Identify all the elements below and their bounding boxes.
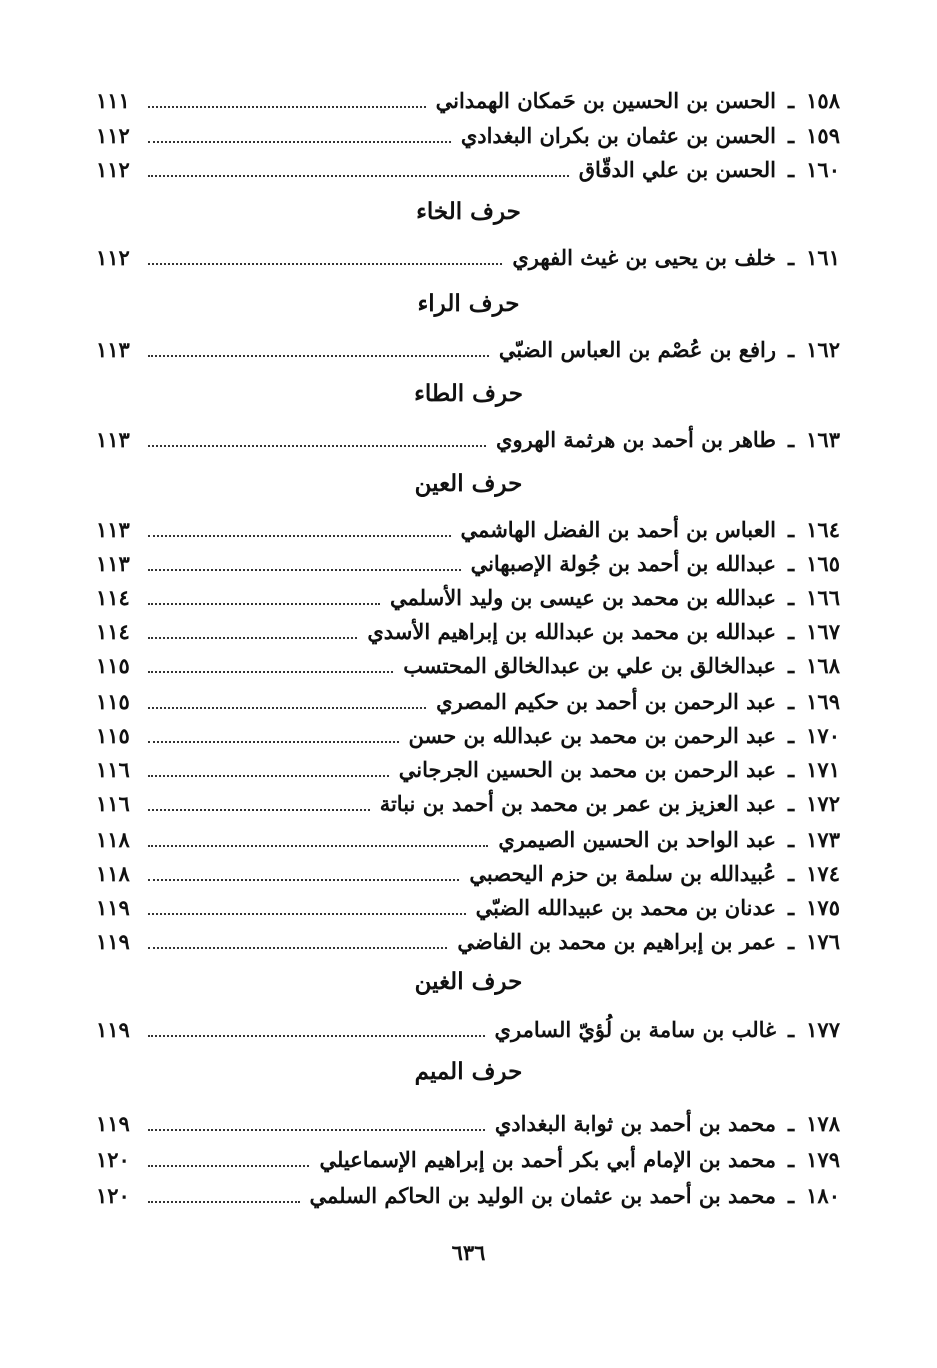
entry-dash: ـ bbox=[788, 516, 795, 542]
entry-number: ١٧٥ bbox=[806, 894, 840, 920]
dot-leader bbox=[148, 879, 459, 881]
dot-leader bbox=[148, 1165, 309, 1167]
entry-number: ١٦٧ bbox=[806, 618, 840, 644]
entry-name: عبدالله بن محمد بن عبدالله بن إبراهيم الأسدي bbox=[367, 618, 776, 644]
index-entry bbox=[96, 1142, 840, 1176]
entry-name: عبدالله بن محمد بن عيسى بن وليد الأسلمي bbox=[390, 584, 776, 610]
entry-name: عبد العزيز بن عمر بن محمد بن أحمد بن نباتة bbox=[379, 790, 776, 816]
entry-name: الحسن بن الحسين بن حَمكان الهمداني bbox=[435, 87, 776, 113]
dot-leader bbox=[148, 913, 466, 915]
entry-dash: ـ bbox=[788, 122, 795, 148]
dot-leader bbox=[148, 263, 502, 265]
entry-number: ١٦٩ bbox=[806, 688, 840, 714]
index-entry bbox=[96, 924, 840, 958]
dot-leader bbox=[148, 707, 426, 709]
entry-name: محمد بن الإمام أبي بكر أحمد بن إبراهيم الإسماعيلي bbox=[319, 1146, 776, 1172]
index-entry bbox=[96, 512, 840, 546]
entry-page: ١١٣ bbox=[96, 516, 130, 542]
entry-name: رافع بن عُصْم بن العباس الضبّي bbox=[498, 336, 776, 362]
entry-page: ١١٩ bbox=[96, 894, 130, 920]
entry-dash: ـ bbox=[788, 1016, 795, 1042]
entry-number: ١٦٣ bbox=[806, 426, 840, 452]
index-entry bbox=[96, 614, 840, 648]
entry-number: ١٦٦ bbox=[806, 584, 840, 610]
entry-number: ١٥٩ bbox=[806, 122, 840, 148]
entry-number: ١٦٥ bbox=[806, 550, 840, 576]
entry-dash: ـ bbox=[788, 688, 795, 714]
entry-dash: ـ bbox=[788, 722, 795, 748]
entry-page: ١١٢ bbox=[96, 244, 130, 270]
entry-dash: ـ bbox=[788, 652, 795, 678]
entry-dash: ـ bbox=[788, 1146, 795, 1172]
entry-page: ١١٩ bbox=[96, 1016, 130, 1042]
entry-number: ١٧٣ bbox=[806, 826, 840, 852]
entry-page: ١١٣ bbox=[96, 336, 130, 362]
index-entry bbox=[96, 118, 840, 152]
entry-name: عبد الواحد بن الحسين الصيمري bbox=[498, 826, 776, 852]
dot-leader bbox=[148, 947, 447, 949]
entry-dash: ـ bbox=[788, 826, 795, 852]
entry-name: عبدالخالق بن علي بن عبدالخالق المحتسب bbox=[403, 652, 776, 678]
index-entry bbox=[96, 422, 840, 456]
dot-leader bbox=[148, 671, 393, 673]
index-entry bbox=[96, 152, 840, 186]
entry-number: ١٨٠ bbox=[806, 1182, 840, 1208]
dot-leader bbox=[148, 141, 451, 143]
entry-page: ١١٤ bbox=[96, 584, 130, 610]
dot-leader bbox=[148, 106, 426, 108]
entry-number: ١٦٢ bbox=[806, 336, 840, 362]
section-heading: حرف الميم bbox=[414, 1058, 523, 1085]
entry-dash: ـ bbox=[788, 1182, 795, 1208]
entry-dash: ـ bbox=[788, 244, 795, 270]
entry-dash: ـ bbox=[788, 618, 795, 644]
dot-leader bbox=[148, 569, 461, 571]
index-entry bbox=[96, 856, 840, 890]
index-entry bbox=[96, 1178, 840, 1212]
index-entry bbox=[96, 1106, 840, 1140]
dot-leader bbox=[148, 775, 389, 777]
dot-leader bbox=[148, 355, 489, 357]
entry-page: ١١٤ bbox=[96, 618, 130, 644]
entry-name: محمد بن أحمد بن عثمان بن الوليد بن الحاكم السلمي bbox=[309, 1182, 776, 1208]
dot-leader bbox=[148, 603, 380, 605]
entry-page: ١١٨ bbox=[96, 860, 130, 886]
index-entry bbox=[96, 718, 840, 752]
entry-number: ١٧٧ bbox=[806, 1016, 840, 1042]
index-entry bbox=[96, 240, 840, 274]
entry-page: ١١٥ bbox=[96, 722, 130, 748]
entry-number: ١٧٠ bbox=[806, 722, 840, 748]
dot-leader bbox=[148, 175, 569, 177]
entry-number: ١٥٨ bbox=[806, 87, 840, 113]
entry-page: ١١٢ bbox=[96, 122, 130, 148]
index-entry bbox=[96, 83, 840, 117]
entry-number: ١٦٠ bbox=[806, 156, 840, 182]
entry-name: عبد الرحمن بن محمد بن الحسين الجرجاني bbox=[398, 756, 776, 782]
entry-page: ١١٥ bbox=[96, 652, 130, 678]
entry-dash: ـ bbox=[788, 550, 795, 576]
entry-number: ١٦١ bbox=[806, 244, 840, 270]
entry-name: عُبيدالله بن سلمة بن حزم اليحصبي bbox=[469, 860, 776, 886]
entry-page: ١١٩ bbox=[96, 1110, 130, 1136]
dot-leader bbox=[148, 845, 488, 847]
entry-name: العباس بن أحمد بن الفضل الهاشمي bbox=[460, 516, 776, 542]
entry-name: عبد الرحمن بن أحمد بن حكيم المصري bbox=[436, 688, 776, 714]
entry-page: ١١٣ bbox=[96, 550, 130, 576]
entry-page: ١١٩ bbox=[96, 928, 130, 954]
index-entry bbox=[96, 752, 840, 786]
entry-name: طاهر بن أحمد بن هرثمة الهروي bbox=[496, 426, 776, 452]
index-entry bbox=[96, 546, 840, 580]
index-entry bbox=[96, 786, 840, 820]
index-entry bbox=[96, 332, 840, 366]
entry-dash: ـ bbox=[788, 336, 795, 362]
index-entry bbox=[96, 822, 840, 856]
index-entry bbox=[96, 648, 840, 682]
dot-leader bbox=[148, 741, 399, 743]
entry-dash: ـ bbox=[788, 860, 795, 886]
dot-leader bbox=[148, 1201, 300, 1203]
entry-dash: ـ bbox=[788, 584, 795, 610]
dot-leader bbox=[148, 535, 451, 537]
dot-leader bbox=[148, 637, 357, 639]
dot-leader bbox=[148, 445, 486, 447]
entry-number: ١٧٨ bbox=[806, 1110, 840, 1136]
entry-name: الحسن بن عثمان بن بكران البغدادي bbox=[460, 122, 776, 148]
section-heading: حرف الراء bbox=[417, 290, 520, 317]
index-entry bbox=[96, 580, 840, 614]
dot-leader bbox=[148, 809, 370, 811]
entry-number: ١٧٢ bbox=[806, 790, 840, 816]
entry-number: ١٦٨ bbox=[806, 652, 840, 678]
dot-leader bbox=[148, 1129, 485, 1131]
page-number: ٦٣٦ bbox=[451, 1240, 486, 1265]
index-entry bbox=[96, 890, 840, 924]
entry-dash: ـ bbox=[788, 756, 795, 782]
entry-page: ١١٨ bbox=[96, 826, 130, 852]
entry-page: ١١٦ bbox=[96, 790, 130, 816]
entry-number: ١٦٤ bbox=[806, 516, 840, 542]
section-heading: حرف الغين bbox=[414, 968, 523, 995]
index-entry bbox=[96, 684, 840, 718]
section-heading: حرف الخاء bbox=[416, 198, 521, 225]
entry-name: عبدالله بن أحمد بن جُولة الإصبهاني bbox=[470, 550, 776, 576]
entry-dash: ـ bbox=[788, 426, 795, 452]
entry-dash: ـ bbox=[788, 894, 795, 920]
entry-name: عبد الرحمن بن محمد بن عبدالله بن حسن bbox=[408, 722, 776, 748]
entry-name: عدنان بن محمد بن عبيدالله الضبّي bbox=[475, 894, 776, 920]
section-heading: حرف الطاء bbox=[414, 380, 523, 407]
entry-page: ١٢٠ bbox=[96, 1146, 130, 1172]
entry-dash: ـ bbox=[788, 928, 795, 954]
entry-page: ١١٥ bbox=[96, 688, 130, 714]
entry-number: ١٧٦ bbox=[806, 928, 840, 954]
entry-name: الحسن بن علي الدقّاق bbox=[578, 156, 776, 182]
entry-name: عمر بن إبراهيم بن محمد بن الفاضي bbox=[457, 928, 776, 954]
entry-dash: ـ bbox=[788, 790, 795, 816]
entry-dash: ـ bbox=[788, 87, 795, 113]
entry-name: خلف بن يحيى بن غيث الفهري bbox=[512, 244, 776, 270]
entry-page: ١٢٠ bbox=[96, 1182, 130, 1208]
entry-page: ١١٣ bbox=[96, 426, 130, 452]
entry-page: ١١٦ bbox=[96, 756, 130, 782]
entry-number: ١٧١ bbox=[806, 756, 840, 782]
entry-page: ١١١ bbox=[96, 87, 130, 113]
entry-page: ١١٢ bbox=[96, 156, 130, 182]
entry-dash: ـ bbox=[788, 156, 795, 182]
entry-name: غالب بن سامة بن لُؤيّ السامري bbox=[494, 1016, 776, 1042]
entry-number: ١٧٤ bbox=[806, 860, 840, 886]
entry-name: محمد بن أحمد بن ثوابة البغدادي bbox=[494, 1110, 776, 1136]
entry-dash: ـ bbox=[788, 1110, 795, 1136]
dot-leader bbox=[148, 1035, 485, 1037]
section-heading: حرف العين bbox=[414, 470, 523, 497]
index-entry bbox=[96, 1012, 840, 1046]
entry-number: ١٧٩ bbox=[806, 1146, 840, 1172]
